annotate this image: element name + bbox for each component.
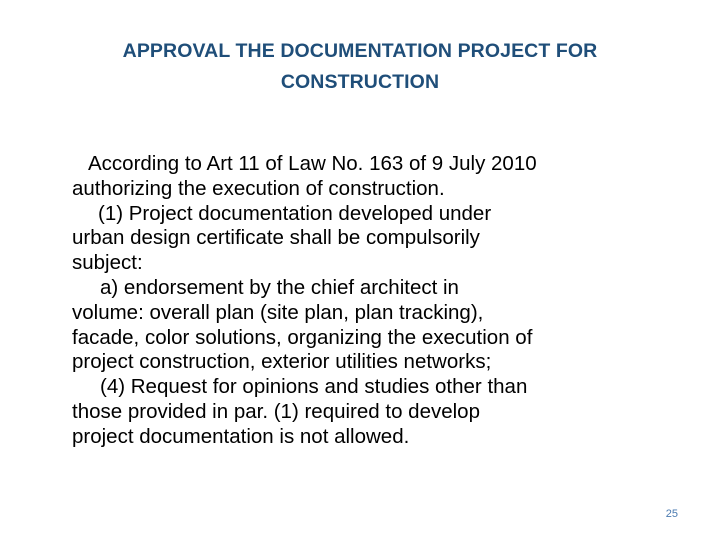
body-line-3: (1) Project documentation developed under <box>98 201 492 225</box>
slide-title <box>40 36 680 98</box>
body-line-1: According to Art 11 of Law No. 163 of 9 July 2010 <box>88 152 537 175</box>
body-line-2: authorizing the execution of construction. <box>72 176 445 200</box>
body-line-5: subject: <box>72 251 143 275</box>
body-line-10: (4) Request for opinions and studies other than <box>100 375 528 399</box>
body-line-8: facade, color solutions, organizing the execution of <box>72 325 533 349</box>
slide-title-line-1: APPROVAL THE DOCUMENTATION PROJECT FOR <box>122 40 598 62</box>
slide-body-text <box>72 152 692 450</box>
page-number: 25 <box>665 508 678 520</box>
body-line-7: volume: overall plan (site plan, plan tracking), <box>72 300 484 324</box>
body-line-6: a) endorsement by the chief architect in <box>100 275 459 299</box>
body-line-9: project construction, exterior utilities networks; <box>72 350 492 374</box>
body-line-12: project documentation is not allowed. <box>72 424 410 448</box>
body-line-11: those provided in par. (1) required to develop <box>72 399 480 423</box>
slide-title-line-2: CONSTRUCTION <box>280 71 440 93</box>
body-line-4: urban design certificate shall be compulsorily <box>72 226 480 250</box>
